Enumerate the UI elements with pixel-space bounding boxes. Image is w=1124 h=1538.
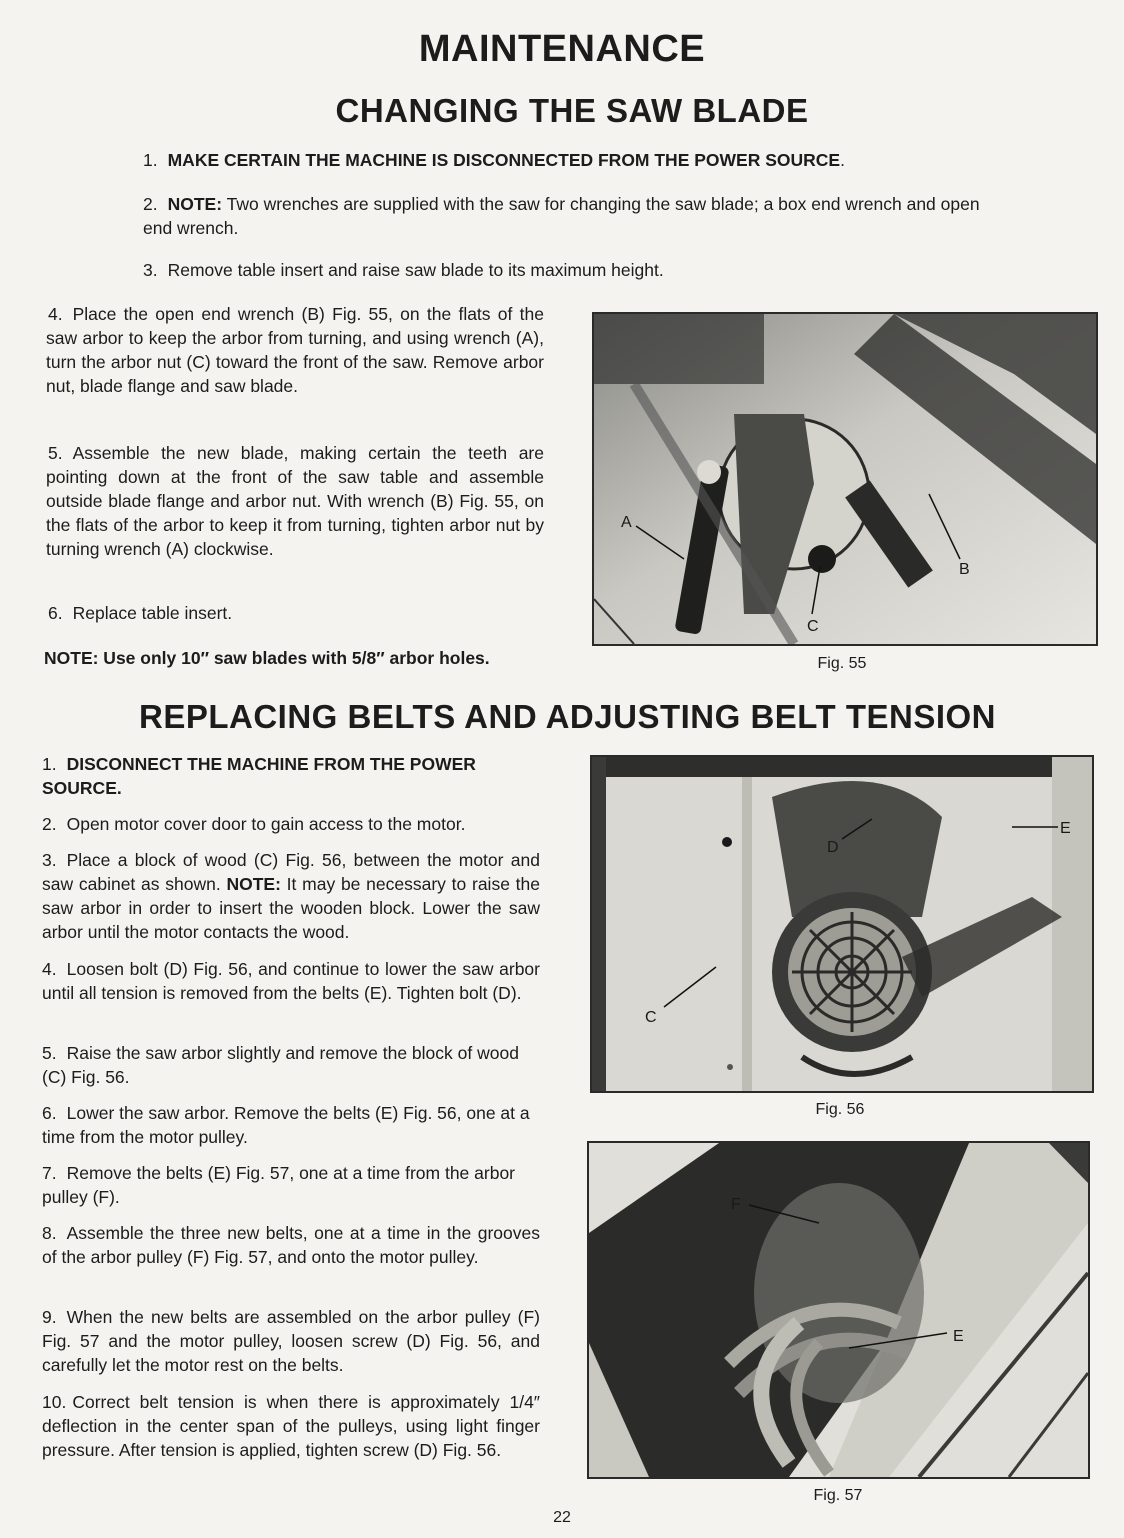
blade-step-3 bbox=[143, 258, 1003, 282]
figure-56-caption: Fig. 56 bbox=[815, 1101, 865, 1118]
blade-step-2 bbox=[143, 192, 1013, 240]
step-number: 9. bbox=[42, 1307, 57, 1327]
step-text: Remove table insert and raise saw blade to its maximum height. bbox=[167, 260, 664, 280]
belt-step-8 bbox=[42, 1221, 540, 1269]
step-text: . bbox=[840, 150, 845, 170]
step-number: 1. bbox=[42, 754, 57, 774]
belt-step-1 bbox=[42, 752, 542, 800]
step-text: Correct belt tension is when there is approximately 1/4″ deflection in the center span of the pulleys, using light finger pressure. After tension is applied, tighten screw (D) Fig. 56. bbox=[42, 1392, 540, 1460]
figure-55-photo bbox=[594, 314, 1096, 644]
blade-note: NOTE: Use only 10″ saw blades with 5/8″ arbor holes. bbox=[44, 648, 490, 668]
section-heading-changing-blade: CHANGING THE SAW BLADE bbox=[335, 92, 809, 129]
section-heading-belts: REPLACING BELTS AND ADJUSTING BELT TENSION bbox=[138, 698, 997, 735]
step-text: Open motor cover door to gain access to the motor. bbox=[66, 814, 466, 834]
fig56-label-d: D bbox=[827, 839, 839, 856]
blade-step-4 bbox=[46, 302, 544, 398]
step-text: Two wrenches are supplied with the saw for changing the saw blade; a box end wrench and open end wrench. bbox=[143, 194, 980, 238]
page-title: MAINTENANCE bbox=[418, 28, 706, 70]
step-text: Lower the saw arbor. Remove the belts (E) Fig. 56, one at a time from the motor pulley. bbox=[42, 1103, 530, 1147]
fig57-label-e: E bbox=[953, 1328, 964, 1345]
figure-55-caption: Fig. 55 bbox=[817, 655, 867, 672]
figure-57 bbox=[587, 1141, 1090, 1479]
page-number: 22 bbox=[553, 1509, 571, 1526]
belt-step-3 bbox=[42, 848, 540, 944]
step-number: 6. bbox=[42, 1103, 57, 1123]
step-text: Assemble the new blade, making certain the teeth are pointing down at the front of the saw table and assemble outside blade flange and arbor nut. With wrench (B) Fig. 55, on the flats of the arbor to keep it from turning, tighten arbor nut by turning wrench (A) clockwise. bbox=[46, 443, 544, 559]
step-note-label: NOTE: bbox=[226, 874, 281, 894]
blade-step-1 bbox=[143, 148, 1003, 172]
blade-step-5 bbox=[46, 441, 544, 561]
step-text: Assemble the three new belts, one at a time in the grooves of the arbor pulley (F) Fig. 57, and onto the motor pulley. bbox=[42, 1223, 540, 1267]
step-text-continued: It may be necessary to raise the saw arbor in order to insert the wooden block. Lower the saw arbor until the motor contacts the wood. bbox=[42, 874, 540, 942]
step-number: 3. bbox=[42, 850, 57, 870]
fig56-label-c: C bbox=[645, 1009, 657, 1026]
belt-step-2 bbox=[42, 812, 542, 836]
step-number: 7. bbox=[42, 1163, 57, 1183]
belt-step-5 bbox=[42, 1041, 542, 1089]
step-number: 4. bbox=[42, 959, 57, 979]
step-number: 10. bbox=[42, 1392, 67, 1412]
step-text: Place a block of wood (C) Fig. 56, between the motor and saw cabinet as shown. bbox=[42, 850, 540, 894]
step-number: 6. bbox=[48, 603, 63, 623]
fig55-label-a: A bbox=[621, 514, 632, 531]
step-text: When the new belts are assembled on the arbor pulley (F) Fig. 57 and the motor pulley, loosen screw (D) Fig. 56, and carefully let the motor rest on the belts. bbox=[42, 1307, 540, 1375]
step-warning: MAKE CERTAIN THE MACHINE IS DISCONNECTED FROM THE POWER SOURCE bbox=[167, 150, 841, 170]
figure-56 bbox=[590, 755, 1094, 1093]
step-text: Loosen bolt (D) Fig. 56, and continue to lower the saw arbor until all tension is removed from the belts (E). Tighten bolt (D). bbox=[42, 959, 540, 1003]
step-number: 2. bbox=[42, 814, 57, 834]
belt-step-10 bbox=[42, 1390, 540, 1462]
step-warning: DISCONNECT THE MACHINE FROM THE POWER SOURCE. bbox=[42, 754, 476, 798]
figure-55 bbox=[592, 312, 1098, 646]
belt-step-9 bbox=[42, 1305, 540, 1377]
figure-56-photo bbox=[592, 757, 1092, 1091]
step-number: 1. bbox=[143, 150, 158, 170]
fig55-label-b: B bbox=[959, 561, 970, 578]
step-text: Place the open end wrench (B) Fig. 55, on the flats of the saw arbor to keep the arbor from turning, and using wrench (A), turn the arbor nut (C) toward the front of the saw. Remove arbor nut, blade flange and saw blade. bbox=[46, 304, 544, 396]
belt-step-6 bbox=[42, 1101, 542, 1149]
step-number: 5. bbox=[48, 443, 63, 463]
figure-57-caption: Fig. 57 bbox=[813, 1487, 863, 1504]
blade-step-6 bbox=[46, 601, 544, 625]
step-note-label: NOTE: bbox=[167, 194, 223, 214]
fig57-label-f: F bbox=[731, 1196, 741, 1213]
step-text: Raise the saw arbor slightly and remove the block of wood (C) Fig. 56. bbox=[42, 1043, 519, 1087]
step-number: 4. bbox=[48, 304, 63, 324]
fig55-label-c: C bbox=[807, 618, 819, 635]
step-text: Remove the belts (E) Fig. 57, one at a time from the arbor pulley (F). bbox=[42, 1163, 516, 1207]
figure-57-photo bbox=[589, 1143, 1088, 1477]
belt-step-7 bbox=[42, 1161, 542, 1209]
step-number: 2. bbox=[143, 194, 158, 214]
step-number: 8. bbox=[42, 1223, 57, 1243]
step-text: Replace table insert. bbox=[72, 603, 233, 623]
step-number: 3. bbox=[143, 260, 158, 280]
step-number: 5. bbox=[42, 1043, 57, 1063]
fig56-label-e: E bbox=[1060, 820, 1071, 837]
belt-step-4 bbox=[42, 957, 540, 1005]
